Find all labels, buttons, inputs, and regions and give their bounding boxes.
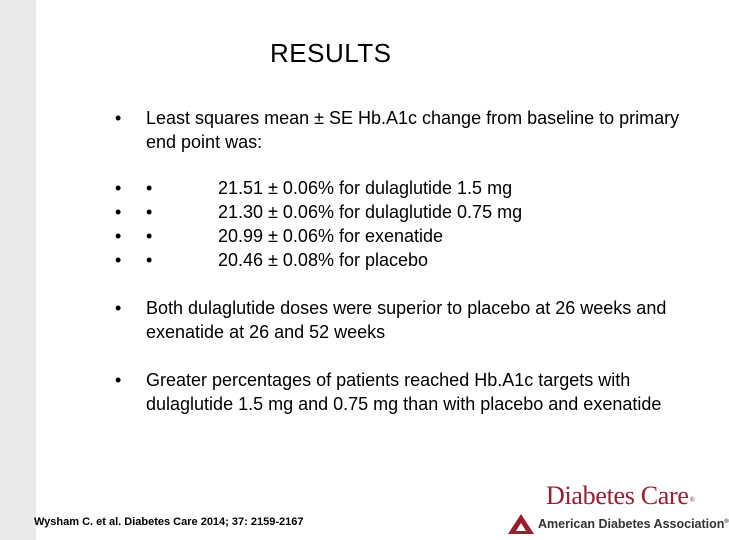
sub-item-text: 20.46 ± 0.08% for placebo <box>218 250 429 270</box>
bullet-marker: • <box>115 370 122 390</box>
citation: Wysham C. et al. Diabetes Care 2014; 37: 2159-2167 <box>34 516 304 528</box>
association-logo-text <box>538 517 729 531</box>
journal-logo-text: Diabetes Care <box>546 481 689 510</box>
registered-mark: ® <box>689 496 695 504</box>
outer-bullet-marker: • <box>115 202 122 222</box>
association-name: American Diabetes Association <box>538 517 725 531</box>
registered-mark: ® <box>724 518 729 525</box>
outer-bullet-marker: • <box>115 178 122 198</box>
sub-bullet-marker: • <box>146 178 153 198</box>
sub-bullet-marker: • <box>146 202 153 222</box>
association-logo <box>508 512 729 536</box>
journal-logo <box>546 481 695 511</box>
sub-bullet-marker: • <box>146 250 153 270</box>
outer-bullet-marker: • <box>115 226 122 246</box>
bullet-marker: • <box>115 108 122 128</box>
outer-bullet-marker: • <box>115 250 122 270</box>
bullet-text: Greater percentages of patients reached Hb.A1c targets with dulaglutide 1.5 mg and 0.75 mg than with placebo and exenatide <box>146 370 662 414</box>
bullet-text: Least squares mean ± SE Hb.A1c change from baseline to primary end point was: <box>146 108 680 152</box>
left-margin-bar <box>0 0 36 540</box>
slide-title: RESULTS <box>270 38 392 68</box>
sub-item-text: 21.30 ± 0.06% for dulaglutide 0.75 mg <box>218 202 523 222</box>
sub-item-text: 20.99 ± 0.06% for exenatide <box>218 226 444 246</box>
ada-triangle-icon <box>508 514 534 534</box>
sub-item-text: 21.51 ± 0.06% for dulaglutide 1.5 mg <box>218 178 513 198</box>
sub-bullet-marker: • <box>146 226 153 246</box>
bullet-text: Both dulaglutide doses were superior to placebo at 26 weeks and exenatide at 26 and 52 weeks <box>146 298 667 342</box>
bullet-marker: • <box>115 298 122 318</box>
